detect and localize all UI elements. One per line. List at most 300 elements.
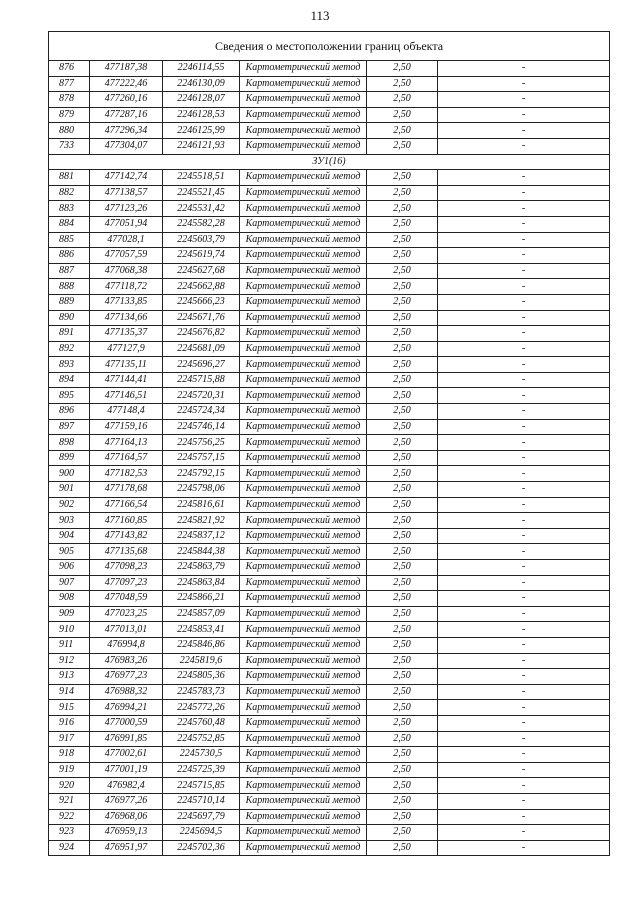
coord-y-cell: 2245694,5 [163, 825, 240, 841]
point-number-cell: 897 [49, 419, 90, 435]
accuracy-cell: 2,50 [367, 170, 438, 186]
coord-y-cell: 2245857,09 [163, 606, 240, 622]
table-row [49, 528, 610, 544]
note-cell: - [438, 357, 610, 373]
accuracy-cell: 2,50 [367, 747, 438, 763]
note-cell: - [438, 185, 610, 201]
point-number-cell: 923 [49, 825, 90, 841]
accuracy-cell: 2,50 [367, 622, 438, 638]
point-number-cell: 893 [49, 357, 90, 373]
point-number-cell: 916 [49, 715, 90, 731]
accuracy-cell: 2,50 [367, 809, 438, 825]
note-cell: - [438, 310, 610, 326]
coord-y-cell: 2245582,28 [163, 216, 240, 232]
accuracy-cell: 2,50 [367, 606, 438, 622]
table-row [49, 450, 610, 466]
note-cell: - [438, 544, 610, 560]
method-cell: Картометрический метод [240, 466, 367, 482]
coord-y-cell: 2246128,53 [163, 107, 240, 123]
method-cell: Картометрический метод [240, 450, 367, 466]
note-cell: - [438, 731, 610, 747]
note-cell: - [438, 123, 610, 139]
method-cell: Картометрический метод [240, 778, 367, 794]
coord-y-cell: 2245619,74 [163, 248, 240, 264]
method-cell: Картометрический метод [240, 123, 367, 139]
coord-x-cell: 477164,13 [90, 435, 163, 451]
coord-x-cell: 477048,59 [90, 591, 163, 607]
point-number-cell: 922 [49, 809, 90, 825]
coord-x-cell: 477098,23 [90, 560, 163, 576]
coord-x-cell: 477028,1 [90, 232, 163, 248]
note-cell: - [438, 497, 610, 513]
accuracy-cell: 2,50 [367, 575, 438, 591]
accuracy-cell: 2,50 [367, 388, 438, 404]
note-cell: - [438, 575, 610, 591]
table-row [49, 138, 610, 154]
coord-y-cell: 2246128,07 [163, 92, 240, 108]
accuracy-cell: 2,50 [367, 138, 438, 154]
coord-x-cell: 477187,38 [90, 61, 163, 77]
table-row [49, 170, 610, 186]
table-row [49, 606, 610, 622]
coord-y-cell: 2245844,38 [163, 544, 240, 560]
coord-x-cell: 477159,16 [90, 419, 163, 435]
coord-y-cell: 2245821,92 [163, 513, 240, 529]
coord-y-cell: 2245863,79 [163, 560, 240, 576]
note-cell: - [438, 294, 610, 310]
table-title: Сведения о местоположении границ объекта [49, 32, 610, 61]
note-cell: - [438, 606, 610, 622]
note-cell: - [438, 684, 610, 700]
coord-y-cell: 2246114,55 [163, 61, 240, 77]
coord-y-cell: 2245531,42 [163, 201, 240, 217]
table-row [49, 294, 610, 310]
point-number-cell: 887 [49, 263, 90, 279]
note-cell: - [438, 622, 610, 638]
coord-x-cell: 477127,9 [90, 341, 163, 357]
coord-x-cell: 477135,68 [90, 544, 163, 560]
note-cell: - [438, 715, 610, 731]
method-cell: Картометрический метод [240, 684, 367, 700]
point-number-cell: 890 [49, 310, 90, 326]
method-cell: Картометрический метод [240, 138, 367, 154]
note-cell: - [438, 513, 610, 529]
method-cell: Картометрический метод [240, 92, 367, 108]
accuracy-cell: 2,50 [367, 466, 438, 482]
method-cell: Картометрический метод [240, 279, 367, 295]
note-cell: - [438, 637, 610, 653]
coord-x-cell: 477001,19 [90, 762, 163, 778]
table-row [49, 248, 610, 264]
method-cell: Картометрический метод [240, 61, 367, 77]
accuracy-cell: 2,50 [367, 560, 438, 576]
accuracy-cell: 2,50 [367, 201, 438, 217]
coord-y-cell: 2245681,09 [163, 341, 240, 357]
accuracy-cell: 2,50 [367, 372, 438, 388]
coord-y-cell: 2245752,85 [163, 731, 240, 747]
note-cell: - [438, 326, 610, 342]
accuracy-cell: 2,50 [367, 279, 438, 295]
table-row [49, 341, 610, 357]
accuracy-cell: 2,50 [367, 825, 438, 841]
table-row [49, 637, 610, 653]
coord-x-cell: 477143,82 [90, 528, 163, 544]
coord-x-cell: 477148,4 [90, 404, 163, 420]
method-cell: Картометрический метод [240, 232, 367, 248]
coord-x-cell: 477133,85 [90, 294, 163, 310]
point-number-cell: 909 [49, 606, 90, 622]
method-cell: Картометрический метод [240, 76, 367, 92]
coord-x-cell: 476988,32 [90, 684, 163, 700]
table-row [49, 107, 610, 123]
point-number-cell: 910 [49, 622, 90, 638]
note-cell: - [438, 279, 610, 295]
table-row [49, 123, 610, 139]
note-cell: - [438, 107, 610, 123]
accuracy-cell: 2,50 [367, 700, 438, 716]
table-row [49, 388, 610, 404]
point-number-cell: 914 [49, 684, 90, 700]
point-number-cell: 911 [49, 637, 90, 653]
coord-y-cell: 2245702,36 [163, 840, 240, 856]
coord-x-cell: 477135,11 [90, 357, 163, 373]
point-number-cell: 879 [49, 107, 90, 123]
coord-y-cell: 2245676,82 [163, 326, 240, 342]
coord-x-cell: 477013,01 [90, 622, 163, 638]
table-row [49, 544, 610, 560]
point-number-cell: 889 [49, 294, 90, 310]
table-row [49, 575, 610, 591]
coord-y-cell: 2245805,36 [163, 669, 240, 685]
accuracy-cell: 2,50 [367, 419, 438, 435]
note-cell: - [438, 700, 610, 716]
coord-y-cell: 2245853,41 [163, 622, 240, 638]
coord-x-cell: 477164,57 [90, 450, 163, 466]
table-row [49, 747, 610, 763]
table-row [49, 435, 610, 451]
point-number-cell: 896 [49, 404, 90, 420]
method-cell: Картометрический метод [240, 419, 367, 435]
note-cell: - [438, 372, 610, 388]
point-number-cell: 917 [49, 731, 90, 747]
table-row [49, 762, 610, 778]
table-row [49, 310, 610, 326]
point-number-cell: 900 [49, 466, 90, 482]
coord-x-cell: 477002,61 [90, 747, 163, 763]
method-cell: Картометрический метод [240, 170, 367, 186]
coord-y-cell: 2245662,88 [163, 279, 240, 295]
coord-y-cell: 2245521,45 [163, 185, 240, 201]
method-cell: Картометрический метод [240, 591, 367, 607]
method-cell: Картометрический метод [240, 185, 367, 201]
method-cell: Картометрический метод [240, 575, 367, 591]
coord-x-cell: 476991,85 [90, 731, 163, 747]
coord-y-cell: 2245627,68 [163, 263, 240, 279]
coord-x-cell: 477068,38 [90, 263, 163, 279]
accuracy-cell: 2,50 [367, 107, 438, 123]
note-cell: - [438, 76, 610, 92]
table-row [49, 793, 610, 809]
table-row [49, 232, 610, 248]
table-row [49, 591, 610, 607]
accuracy-cell: 2,50 [367, 248, 438, 264]
table-title-row [49, 32, 610, 61]
point-number-cell: 906 [49, 560, 90, 576]
method-cell: Картометрический метод [240, 825, 367, 841]
method-cell: Картометрический метод [240, 310, 367, 326]
coord-x-cell: 477097,23 [90, 575, 163, 591]
coord-y-cell: 2245846,86 [163, 637, 240, 653]
note-cell: - [438, 747, 610, 763]
accuracy-cell: 2,50 [367, 263, 438, 279]
coord-x-cell: 477057,59 [90, 248, 163, 264]
table-row [49, 357, 610, 373]
accuracy-cell: 2,50 [367, 778, 438, 794]
method-cell: Картометрический метод [240, 404, 367, 420]
accuracy-cell: 2,50 [367, 61, 438, 77]
accuracy-cell: 2,50 [367, 513, 438, 529]
note-cell: - [438, 528, 610, 544]
coord-y-cell: 2245725,39 [163, 762, 240, 778]
coord-y-cell: 2245724,34 [163, 404, 240, 420]
note-cell: - [438, 263, 610, 279]
coord-x-cell: 476968,06 [90, 809, 163, 825]
table-row [49, 201, 610, 217]
coord-y-cell: 2245792,15 [163, 466, 240, 482]
coord-y-cell: 2245715,88 [163, 372, 240, 388]
coord-x-cell: 476977,26 [90, 793, 163, 809]
coord-y-cell: 2246121,93 [163, 138, 240, 154]
point-number-cell: 880 [49, 123, 90, 139]
method-cell: Картометрический метод [240, 435, 367, 451]
coord-x-cell: 476959,13 [90, 825, 163, 841]
accuracy-cell: 2,50 [367, 310, 438, 326]
method-cell: Картометрический метод [240, 669, 367, 685]
method-cell: Картометрический метод [240, 715, 367, 731]
method-cell: Картометрический метод [240, 700, 367, 716]
coord-y-cell: 2245696,27 [163, 357, 240, 373]
coord-y-cell: 2245715,85 [163, 778, 240, 794]
coord-x-cell: 476977,23 [90, 669, 163, 685]
note-cell: - [438, 778, 610, 794]
note-cell: - [438, 793, 610, 809]
method-cell: Картометрический метод [240, 637, 367, 653]
accuracy-cell: 2,50 [367, 840, 438, 856]
note-cell: - [438, 653, 610, 669]
coord-y-cell: 2245730,5 [163, 747, 240, 763]
method-cell: Картометрический метод [240, 793, 367, 809]
table-row [49, 466, 610, 482]
point-number-cell: 899 [49, 450, 90, 466]
coord-x-cell: 477178,68 [90, 482, 163, 498]
accuracy-cell: 2,50 [367, 357, 438, 373]
point-number-cell: 881 [49, 170, 90, 186]
method-cell: Картометрический метод [240, 528, 367, 544]
point-number-cell: 876 [49, 61, 90, 77]
point-number-cell: 905 [49, 544, 90, 560]
coord-x-cell: 477051,94 [90, 216, 163, 232]
accuracy-cell: 2,50 [367, 653, 438, 669]
page-number: 113 [310, 8, 330, 23]
method-cell: Картометрический метод [240, 622, 367, 638]
accuracy-cell: 2,50 [367, 669, 438, 685]
coord-y-cell: 2245866,21 [163, 591, 240, 607]
point-number-cell: 918 [49, 747, 90, 763]
coord-y-cell: 2245798,06 [163, 482, 240, 498]
point-number-cell: 895 [49, 388, 90, 404]
coord-x-cell: 477146,51 [90, 388, 163, 404]
coord-y-cell: 2245746,14 [163, 419, 240, 435]
note-cell: - [438, 201, 610, 217]
method-cell: Картометрический метод [240, 809, 367, 825]
point-number-cell: 912 [49, 653, 90, 669]
method-cell: Картометрический метод [240, 497, 367, 513]
boundary-coordinates-table [48, 31, 610, 856]
accuracy-cell: 2,50 [367, 435, 438, 451]
table-row [49, 700, 610, 716]
coord-y-cell: 2245697,79 [163, 809, 240, 825]
note-cell: - [438, 388, 610, 404]
point-number-cell: 920 [49, 778, 90, 794]
accuracy-cell: 2,50 [367, 497, 438, 513]
coord-x-cell: 477023,25 [90, 606, 163, 622]
point-number-cell: 903 [49, 513, 90, 529]
table-row [49, 76, 610, 92]
accuracy-cell: 2,50 [367, 216, 438, 232]
method-cell: Картометрический метод [240, 560, 367, 576]
point-number-cell: 886 [49, 248, 90, 264]
method-cell: Картометрический метод [240, 372, 367, 388]
coord-y-cell: 2245757,15 [163, 450, 240, 466]
table-row [49, 684, 610, 700]
note-cell: - [438, 232, 610, 248]
coord-y-cell: 2245783,73 [163, 684, 240, 700]
method-cell: Картометрический метод [240, 388, 367, 404]
coord-x-cell: 477135,37 [90, 326, 163, 342]
accuracy-cell: 2,50 [367, 326, 438, 342]
table-row [49, 404, 610, 420]
table-row [49, 326, 610, 342]
table-row [49, 216, 610, 232]
point-number-cell: 877 [49, 76, 90, 92]
coord-x-cell: 477260,16 [90, 92, 163, 108]
note-cell: - [438, 762, 610, 778]
accuracy-cell: 2,50 [367, 232, 438, 248]
coord-y-cell: 2245819,6 [163, 653, 240, 669]
point-number-cell: 902 [49, 497, 90, 513]
accuracy-cell: 2,50 [367, 185, 438, 201]
coord-y-cell: 2245772,26 [163, 700, 240, 716]
table-row [49, 825, 610, 841]
accuracy-cell: 2,50 [367, 591, 438, 607]
coord-y-cell: 2246125,99 [163, 123, 240, 139]
note-cell: - [438, 341, 610, 357]
note-cell: - [438, 466, 610, 482]
point-number-cell: 901 [49, 482, 90, 498]
coord-x-cell: 476951,97 [90, 840, 163, 856]
accuracy-cell: 2,50 [367, 528, 438, 544]
point-number-cell: 882 [49, 185, 90, 201]
coord-x-cell: 477138,57 [90, 185, 163, 201]
point-number-cell: 915 [49, 700, 90, 716]
method-cell: Картометрический метод [240, 263, 367, 279]
point-number-cell: 913 [49, 669, 90, 685]
coord-x-cell: 476983,26 [90, 653, 163, 669]
table-row [49, 513, 610, 529]
point-number-cell: 921 [49, 793, 90, 809]
table-row [49, 185, 610, 201]
method-cell: Картометрический метод [240, 107, 367, 123]
coord-y-cell: 2245837,12 [163, 528, 240, 544]
table-row [49, 92, 610, 108]
method-cell: Картометрический метод [240, 731, 367, 747]
accuracy-cell: 2,50 [367, 637, 438, 653]
method-cell: Картометрический метод [240, 248, 367, 264]
method-cell: Картометрический метод [240, 482, 367, 498]
method-cell: Картометрический метод [240, 357, 367, 373]
method-cell: Картометрический метод [240, 216, 367, 232]
note-cell: - [438, 170, 610, 186]
table-row [49, 622, 610, 638]
note-cell: - [438, 61, 610, 77]
accuracy-cell: 2,50 [367, 762, 438, 778]
coord-x-cell: 477000,59 [90, 715, 163, 731]
section-row [49, 154, 610, 170]
point-number-cell: 908 [49, 591, 90, 607]
note-cell: - [438, 560, 610, 576]
coord-x-cell: 477144,41 [90, 372, 163, 388]
coord-x-cell: 477142,74 [90, 170, 163, 186]
coord-x-cell: 476994,21 [90, 700, 163, 716]
table-row [49, 482, 610, 498]
point-number-cell: 888 [49, 279, 90, 295]
accuracy-cell: 2,50 [367, 341, 438, 357]
note-cell: - [438, 809, 610, 825]
accuracy-cell: 2,50 [367, 731, 438, 747]
coord-x-cell: 477304,07 [90, 138, 163, 154]
table-row [49, 497, 610, 513]
point-number-cell: 907 [49, 575, 90, 591]
table-row [49, 669, 610, 685]
accuracy-cell: 2,50 [367, 715, 438, 731]
point-number-cell: 891 [49, 326, 90, 342]
method-cell: Картометрический метод [240, 326, 367, 342]
note-cell: - [438, 216, 610, 232]
point-number-cell: 898 [49, 435, 90, 451]
coord-y-cell: 2245863,84 [163, 575, 240, 591]
point-number-cell: 924 [49, 840, 90, 856]
method-cell: Картометрический метод [240, 513, 367, 529]
coord-x-cell: 477166,54 [90, 497, 163, 513]
point-number-cell: 733 [49, 138, 90, 154]
method-cell: Картометрический метод [240, 653, 367, 669]
coord-x-cell: 476982,4 [90, 778, 163, 794]
method-cell: Картометрический метод [240, 294, 367, 310]
accuracy-cell: 2,50 [367, 76, 438, 92]
accuracy-cell: 2,50 [367, 450, 438, 466]
table-row [49, 372, 610, 388]
coord-x-cell: 477123,26 [90, 201, 163, 217]
method-cell: Картометрический метод [240, 201, 367, 217]
point-number-cell: 894 [49, 372, 90, 388]
point-number-cell: 919 [49, 762, 90, 778]
table-row [49, 419, 610, 435]
table-row [49, 715, 610, 731]
coord-x-cell: 477134,66 [90, 310, 163, 326]
point-number-cell: 904 [49, 528, 90, 544]
coord-y-cell: 2245720,31 [163, 388, 240, 404]
coord-x-cell: 477160,85 [90, 513, 163, 529]
